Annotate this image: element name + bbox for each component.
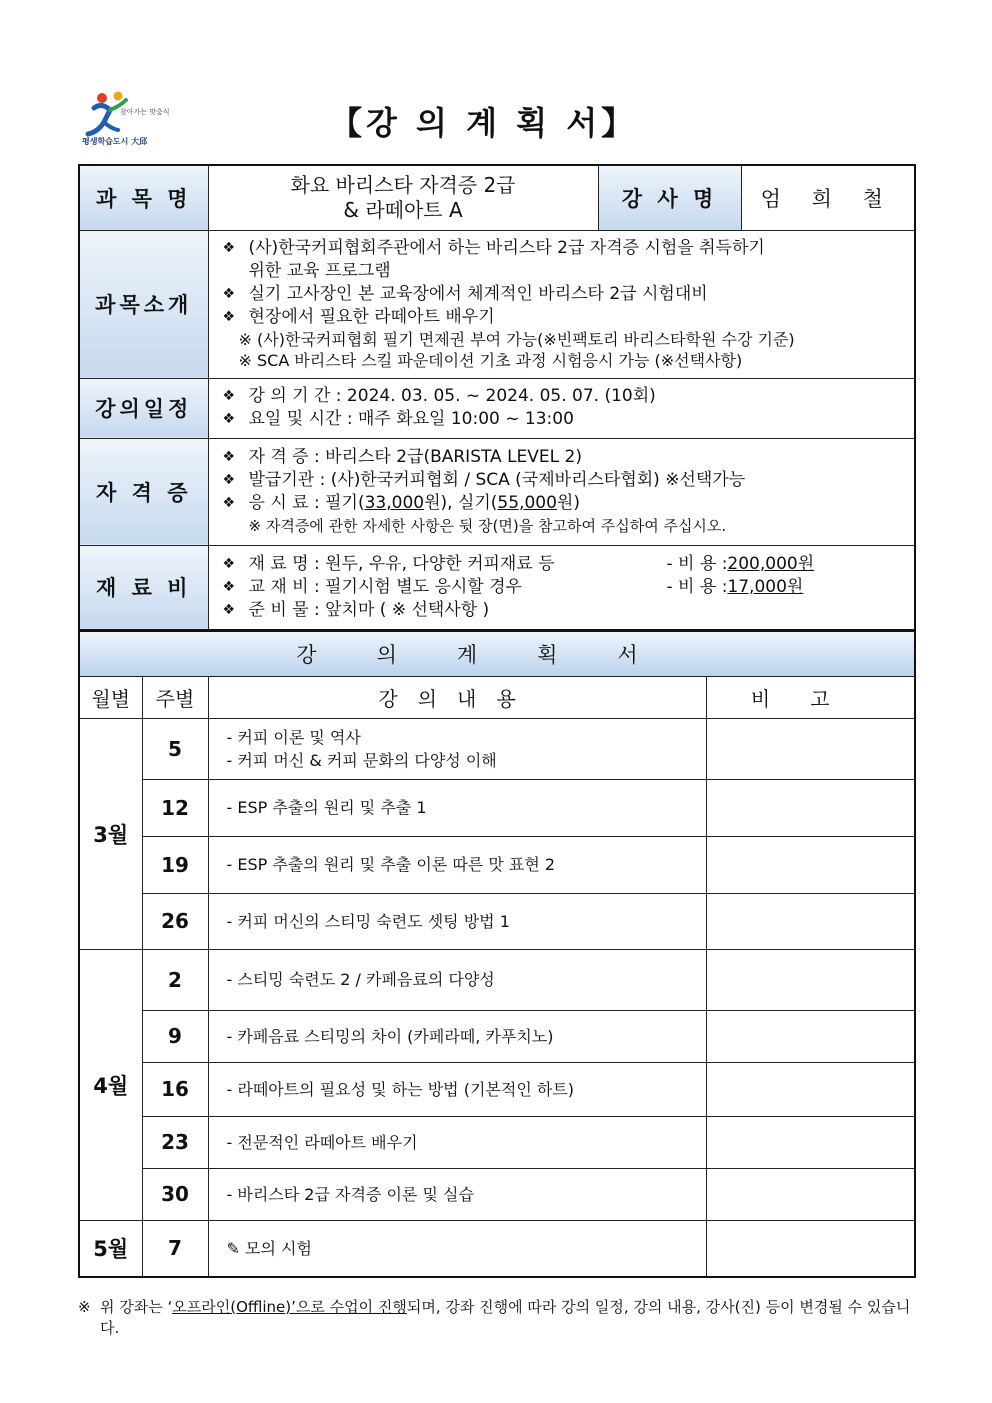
content-cell <box>208 949 706 1010</box>
footer-text: 위 강좌는 ‘오프라인(Offline)’으로 수업이 진행되며, 강좌 진행에 따라 강의 일정, 강의 내용, 강사(진) 등이 변경될 수 있습니다. <box>100 1298 911 1337</box>
col-week-header: 주별 <box>142 676 208 718</box>
plan-body <box>79 718 915 1277</box>
plan-row <box>79 718 915 779</box>
diamond-bullet-icon: ❖ <box>222 555 236 572</box>
subject-label: 과 목 명 <box>79 165 208 230</box>
col-content-header: 강의내용 <box>208 676 706 718</box>
intro-bullet-1: ❖ (사)한국커피협회주관에서 하는 바리스타 2급 자격증 시험을 취득하기 위한 교육 프로그램 <box>222 238 765 281</box>
week-cell: 23 <box>142 1116 208 1168</box>
week-cell: 19 <box>142 836 208 893</box>
content-line: - 카페음료 스티밍의 차이 (카페라떼, 카푸치노) <box>226 1026 554 1046</box>
note-cell <box>706 949 915 1010</box>
diamond-bullet-icon: ❖ <box>222 309 236 325</box>
month-cell: 3월 <box>79 718 142 949</box>
content-line: - 커피 이론 및 역사 <box>226 727 361 747</box>
cert-note: ※ 자격증에 관한 자세한 사항은 뒷 장(면)을 참고하여 주십하여 주십시오. <box>248 517 727 535</box>
note-cell <box>706 836 915 893</box>
content-line: - 커피 머신의 스티밍 숙련도 셋팅 방법 1 <box>226 911 510 931</box>
content-line: - 라떼아트의 필요성 및 하는 방법 (기본적인 하트) <box>226 1079 575 1099</box>
note-cell <box>706 1116 915 1168</box>
note-cell <box>706 1220 915 1277</box>
subject-line1: 화요 바리스타 자격증 2급 <box>290 172 516 197</box>
teacher-label: 강 사 명 <box>598 165 741 230</box>
week-cell: 30 <box>142 1168 208 1220</box>
schedule-period: ❖ 강 의 기 간 : 2024. 03. 05. ~ 2024. 05. 07. (10회) <box>222 386 656 406</box>
cert-fee: ❖ 응 시 료 : 필기(33,000원), 실기(55,000원) <box>222 493 580 513</box>
diamond-bullet-icon: ❖ <box>222 472 236 488</box>
diamond-bullet-icon: ❖ <box>222 240 236 256</box>
cert-name: ❖ 자 격 증 : 바리스타 2급(BARISTA LEVEL 2) <box>222 447 582 467</box>
intro-note-1: ※ (사)한국커피협회 필기 면제권 부여 가능(※빈팩토리 바리스타학원 수강 기준) <box>238 330 795 349</box>
diamond-bullet-icon: ❖ <box>222 578 236 595</box>
note-cell <box>706 1062 915 1116</box>
plan-row <box>79 779 915 836</box>
plan-row <box>79 893 915 949</box>
footer-note <box>78 1297 914 1339</box>
intro-content <box>208 230 915 378</box>
content-cell <box>208 893 706 949</box>
content-cell <box>208 1116 706 1168</box>
cert-label: 자 격 증 <box>79 438 208 545</box>
diamond-bullet-icon: ❖ <box>222 411 236 427</box>
content-line: - 전문적인 라떼아트 배우기 <box>226 1132 418 1152</box>
content-cell <box>208 836 706 893</box>
content-line: ✎ 모의 시험 <box>226 1238 312 1258</box>
week-cell: 7 <box>142 1220 208 1277</box>
content-cell <box>208 1168 706 1220</box>
intro-label: 과목소개 <box>79 230 208 378</box>
material-textbook: ❖ 교 재 비 : 필기시험 별도 응시할 경우 - 비 용 : 17,000원 <box>222 576 804 597</box>
diamond-bullet-icon: ❖ <box>222 601 236 618</box>
content-cell <box>208 779 706 836</box>
week-cell: 9 <box>142 1010 208 1062</box>
note-cell <box>706 718 915 779</box>
plan-heading: 강의계획서 <box>79 631 915 676</box>
plan-row <box>79 1116 915 1168</box>
course-info-table <box>78 164 916 631</box>
content-cell <box>208 718 706 779</box>
note-mark: ※ <box>78 1298 91 1316</box>
col-month-header: 월별 <box>79 676 142 718</box>
material-content <box>208 545 915 630</box>
note-cell <box>706 779 915 836</box>
content-line: - 스티밍 숙련도 2 / 카페음료의 다양성 <box>226 970 495 989</box>
material-prep: ❖ 준 비 물 : 앞치마 ( ※ 선택사항 ) <box>222 599 490 620</box>
month-cell: 4월 <box>79 949 142 1220</box>
content-cell <box>208 1220 706 1277</box>
note-cell <box>706 1168 915 1220</box>
lecture-plan-table <box>78 630 916 1278</box>
diamond-bullet-icon: ❖ <box>222 495 236 511</box>
material-label: 재 료 비 <box>79 545 208 630</box>
month-cell: 5월 <box>79 1220 142 1277</box>
subject-name <box>208 165 598 230</box>
week-cell: 26 <box>142 893 208 949</box>
teacher-name: 엄 희 철 <box>741 165 915 230</box>
diamond-bullet-icon: ❖ <box>222 449 236 465</box>
content-cell <box>208 1062 706 1116</box>
intro-bullet-2: ❖ 실기 고사장인 본 교육장에서 체계적인 바리스타 2급 시험대비 <box>222 284 708 304</box>
col-note-header: 비고 <box>706 676 915 718</box>
material-ingredients: ❖ 재 료 명 : 원두, 우유, 다양한 커피재료 등 - 비 용 : 200,000원 <box>222 553 815 574</box>
content-line: - ESP 추출의 원리 및 추출 이론 따른 맛 표현 2 <box>226 855 556 874</box>
intro-bullet-3: ❖ 현장에서 필요한 라떼아트 배우기 <box>222 307 495 327</box>
schedule-label: 강의일정 <box>79 378 208 438</box>
plan-row <box>79 836 915 893</box>
cert-issuer: ❖ 발급기관 : (사)한국커피협회 / SCA (국제바리스타협회) ※선택가능 <box>222 470 746 490</box>
plan-row <box>79 1010 915 1062</box>
content-cell <box>208 1010 706 1062</box>
plan-row <box>79 1168 915 1220</box>
plan-row <box>79 1220 915 1277</box>
note-cell <box>706 1010 915 1062</box>
note-cell <box>706 893 915 949</box>
week-cell: 16 <box>142 1062 208 1116</box>
logo-caption: 찾아가는 맞춤식 <box>120 108 170 116</box>
schedule-content <box>208 378 915 438</box>
week-cell: 2 <box>142 949 208 1010</box>
plan-row <box>79 949 915 1010</box>
diamond-bullet-icon: ❖ <box>222 388 236 404</box>
content-line: - ESP 추출의 원리 및 추출 1 <box>226 798 427 817</box>
content-line: - 바리스타 2급 자격증 이론 및 실습 <box>226 1184 474 1204</box>
content-line: - 커피 머신 & 커피 문화의 다양성 이해 <box>226 750 497 770</box>
schedule-time: ❖ 요일 및 시간 : 매주 화요일 10:00 ~ 13:00 <box>222 409 574 429</box>
plan-row <box>79 1062 915 1116</box>
week-cell: 5 <box>142 718 208 779</box>
subject-line2: & 라떼아트 A <box>343 197 463 222</box>
document-title: 【강 의 계 획 서】 <box>330 104 638 142</box>
logo-name: 평생학습도시 大邱 <box>82 137 148 146</box>
week-cell: 12 <box>142 779 208 836</box>
cert-content <box>208 438 915 545</box>
diamond-bullet-icon: ❖ <box>222 286 236 302</box>
intro-note-2: ※ SCA 바리스타 스킬 파운데이션 기초 과정 시험응시 가능 (※선택사항) <box>238 351 743 370</box>
